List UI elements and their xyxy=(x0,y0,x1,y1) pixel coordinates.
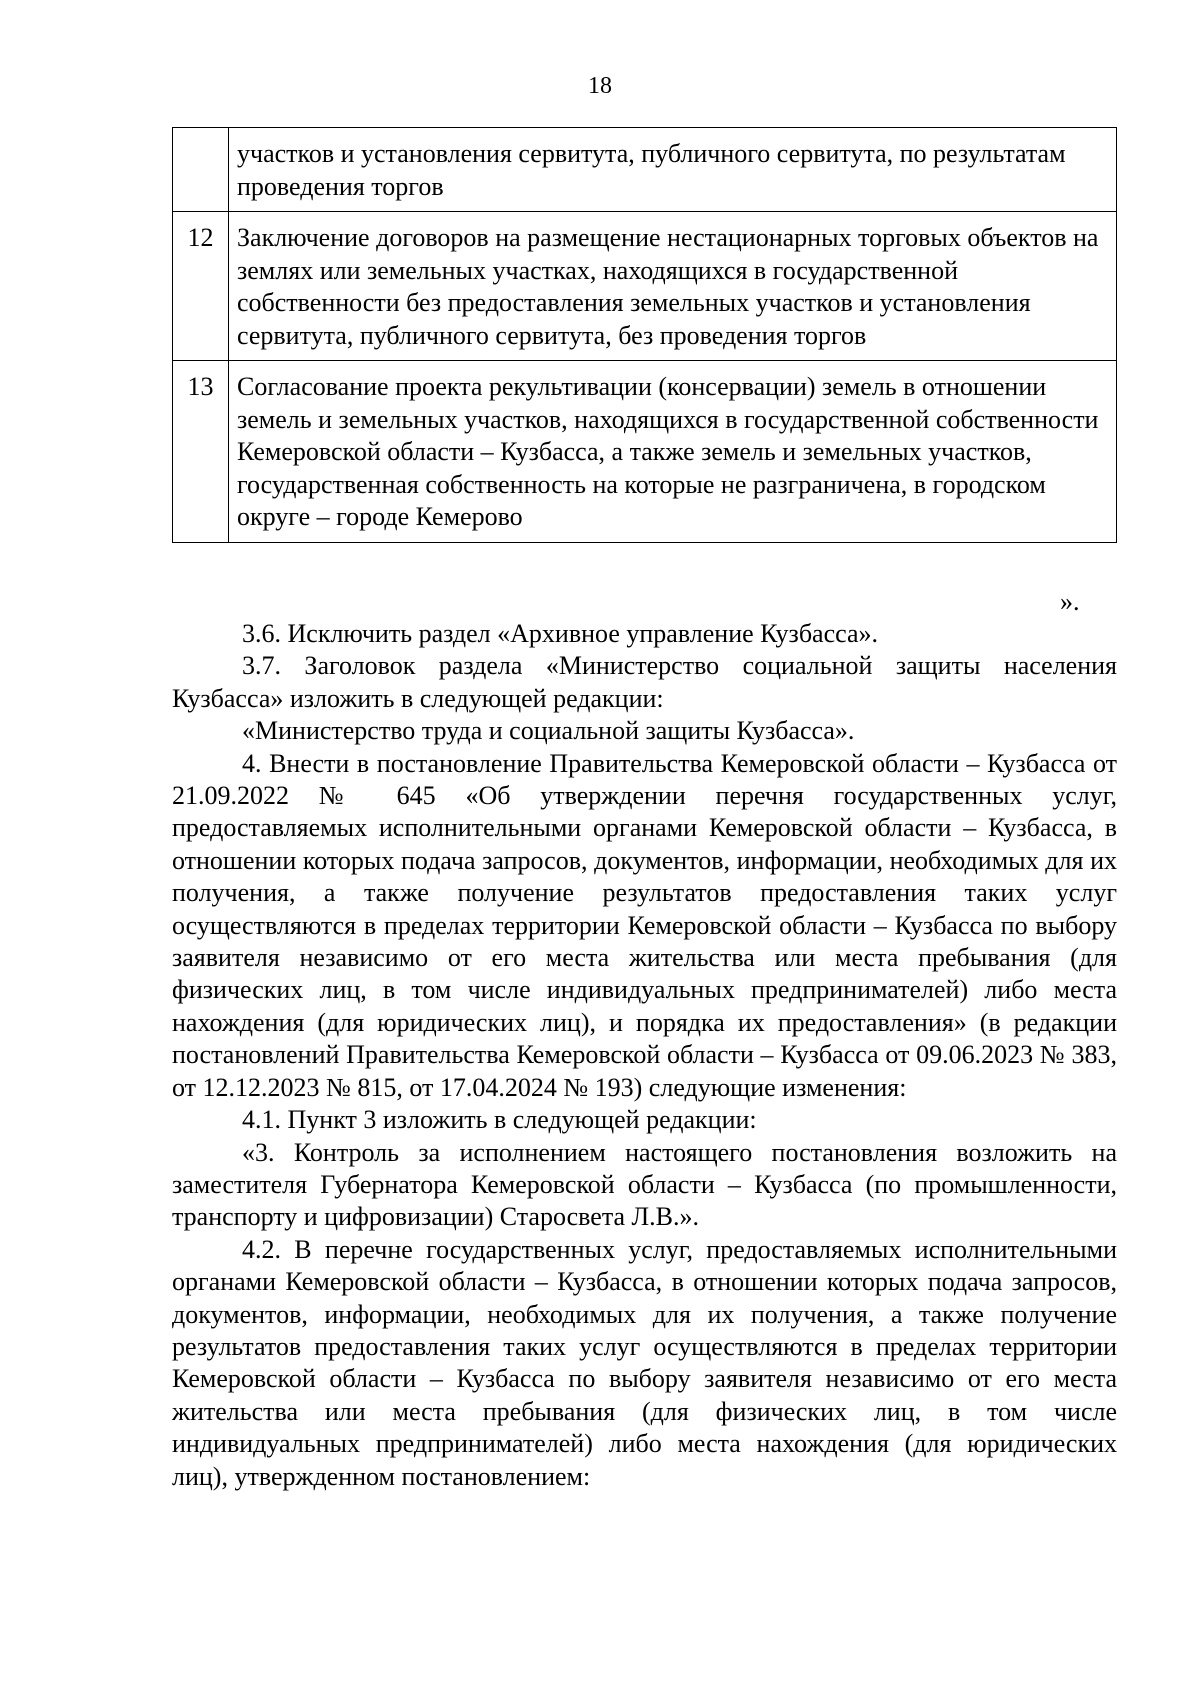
row-service-text: участков и установления сервитута, публичного сервитута, по результатам проведения торгов xyxy=(229,128,1117,212)
closing-quote: ». xyxy=(1060,587,1080,616)
document-body xyxy=(172,618,1117,1493)
paragraph-3-7: 3.7. Заголовок раздела «Министерство социальной защиты населения Кузбасса» изложить в следующей редакции: xyxy=(172,651,1117,713)
paragraph-4-1: 4.1. Пункт 3 изложить в следующей редакции: xyxy=(242,1105,757,1135)
paragraph-3-6: 3.6. Исключить раздел «Архивное управление Кузбасса». xyxy=(242,619,879,648)
paragraph-quoted-title: «Министерство труда и социальной защиты Кузбасса». xyxy=(242,716,855,746)
table-row xyxy=(173,361,1117,543)
row-service-text: Заключение договоров на размещение нестационарных торговых объектов на землях или земельных участках, находящихся в государственной собственности без предоставления земельных участков и установления сервитута, публичного сервитута, без проведения торгов xyxy=(229,212,1117,361)
paragraph-4-2: 4.2. В перечне государственных услуг, предоставляемых исполнительными органами Кемеровской области – Кузбасса, в отношении которых подача запросов, документов, информации, необходимых для их получения, а также получение результатов предоставления таких услуг осуществляются в пределах территории Кемеровской области – Кузбасса по выбору заявителя независимо от его места жительства или места пребывания (для физических лиц, в том числе индивидуальных предпринимателей) либо места нахождения (для юридических лиц), утвержденном постановлением: xyxy=(172,1234,1117,1491)
paragraph-4: 4. Внести в постановление Правительства Кемеровской области – Кузбасса от 21.09.2022 № 645 «Об утверждении перечня государственных услуг, предоставляемых исполнительными органами Кемеровской области – Кузбасса, в отношении которых подача запросов, документов, информации, необходимых для их получения, а также получение результатов предоставления таких услуг осуществляются в пределах территории Кемеровской области – Кузбасса по выбору заявителя независимо от его места жительства или места пребывания (для физических лиц, в том числе индивидуальных предпринимателей) либо места нахождения (для юридических лиц), и порядка их предоставления» (в редакции постановлений Правительства Кемеровской области – Кузбасса от 09.06.2023 № 383, от 12.12.2023 № 815, от 17.04.2024 № 193) следующие изменения: xyxy=(172,748,1117,1102)
table-row xyxy=(173,212,1117,361)
row-service-text: Согласование проекта рекультивации (консервации) земель в отношении земель и земельных участков, находящихся в государственной собственности Кемеровской области – Кузбасса, а также земель и земельных участков, государственная собственность на которые не разграничена, в городском округе – городе Кемерово xyxy=(229,361,1117,543)
row-number: 13 xyxy=(173,361,229,543)
services-table xyxy=(172,127,1117,543)
row-number xyxy=(173,128,229,212)
page-number: 18 xyxy=(588,73,612,99)
paragraph-quoted-point-3: «3. Контроль за исполнением настоящего постановления возложить на заместителя Губернатора Кемеровской области – Кузбасса (по промышленности, транспорту и цифровизации) Старосвета Л.В.». xyxy=(172,1137,1117,1232)
row-number: 12 xyxy=(173,212,229,361)
table-row xyxy=(173,128,1117,212)
